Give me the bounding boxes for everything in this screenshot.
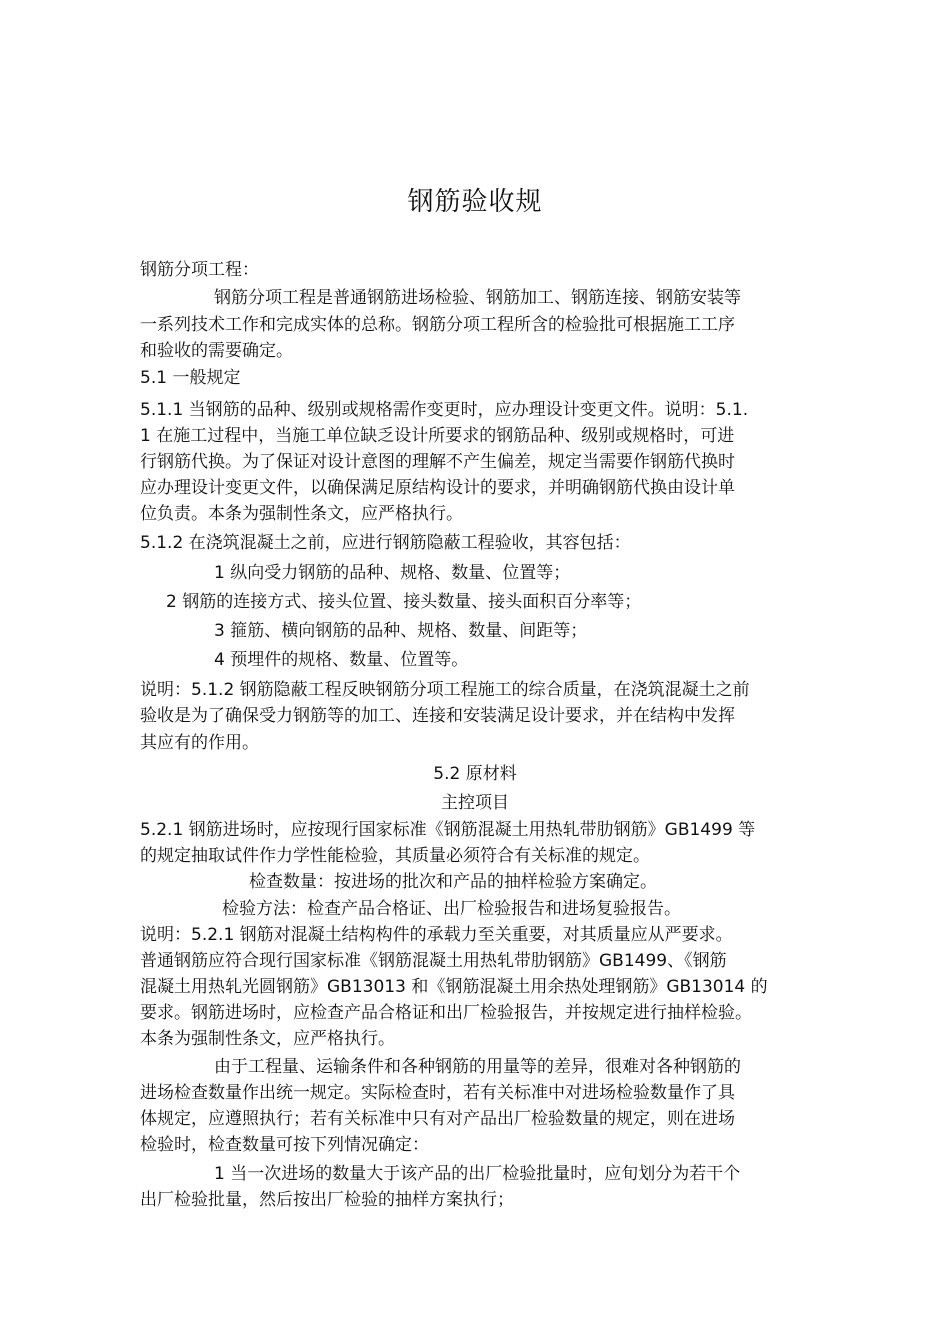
subsection-heading: 主控项目 — [441, 793, 509, 813]
section-heading: 5.2 原材料 — [433, 764, 517, 784]
list-item: 4 预埋件的规格、数量、位置等。 — [214, 650, 469, 670]
paragraph-line: 和验收的需要确定。 — [140, 341, 293, 361]
section-heading: 钢筋分项工程： — [140, 260, 259, 280]
note-line: 说明：5.1.2 钢筋隐蔽工程反映钢筋分项工程施工的综合质量，在浇筑混凝土之前 — [140, 680, 750, 700]
paragraph-line: 钢筋分项工程是普通钢筋进场检验、钢筋加工、钢筋连接、钢筋安装等 — [214, 288, 741, 308]
paragraph-line: 的规定抽取试件作力学性能检验，其质量必须符合有关标准的规定。 — [140, 846, 650, 866]
paragraph-line: 其应有的作用。 — [140, 733, 259, 753]
paragraph-line: 要求。钢筋进场时，应检查产品合格证和出厂检验报告，并按规定进行抽样检验。 — [140, 1003, 752, 1023]
document-title: 钢筋验收规 — [407, 187, 543, 217]
paragraph-line: 进场检查数量作出统一规定。实际检查时，若有关标准中对进场检验数量作了具 — [140, 1083, 735, 1103]
list-item: 1 当一次进场的数量大于该产品的出厂检验批量时，应旬划分为若干个 — [214, 1164, 741, 1184]
inspection-method: 检验方法：检查产品合格证、出厂检验报告和进场复验报告。 — [222, 899, 681, 919]
list-item: 1 纵向受力钢筋的品种、规格、数量、位置等； — [214, 563, 571, 583]
paragraph-line: 本条为强制性条文，应严格执行。 — [140, 1029, 395, 1049]
paragraph-line: 位负责。本条为强制性条文，应严格执行。 — [140, 504, 463, 524]
note-line: 说明：5.2.1 钢筋对混凝土结构构件的承载力至关重要，对其质量应从严要求。 — [140, 925, 733, 945]
paragraph-line: 行钢筋代换。为了保证对设计意图的理解不产生偏差，规定当需要作钢筋代换时 — [140, 452, 735, 472]
paragraph-line: 检验时，检查数量可按下列情况确定： — [140, 1135, 429, 1155]
clause-line: 5.1.1 当钢筋的品种、级别或规格需作变更时，应办理设计变更文件。说明：5.1. — [140, 400, 749, 420]
section-heading: 5.1 一般规定 — [140, 368, 241, 388]
paragraph-line: 由于工程量、运输条件和各种钢筋的用量等的差异，很难对各种钢筋的 — [214, 1057, 741, 1077]
paragraph-line: 验收是为了确保受力钢筋等的加工、连接和安装满足设计要求，并在结构中发挥 — [140, 706, 735, 726]
paragraph-line: 一系列技术工作和完成实体的总称。钢筋分项工程所含的检验批可根据施工工序 — [140, 315, 735, 335]
paragraph-line: 1 在施工过程中，当施工单位缺乏设计所要求的钢筋品种、级别或规格时，可进 — [140, 426, 735, 446]
clause-line: 5.1.2 在浇筑混凝土之前，应进行钢筋隐蔽工程验收，其容包括： — [140, 533, 631, 553]
paragraph-line: 出厂检验批量，然后按出厂检验的抽样方案执行； — [140, 1190, 514, 1210]
inspection-quantity: 检查数量：按进场的批次和产品的抽样检验方案确定。 — [249, 872, 657, 892]
list-item: 2 钢筋的连接方式、接头位置、接头数量、接头面积百分率等； — [166, 592, 642, 612]
paragraph-line: 应办理设计变更文件，以确保满足原结构设计的要求，并明确钢筋代换由设计单 — [140, 478, 735, 498]
paragraph-line: 混凝土用热轧光圆钢筋》GB13013 和《钢筋混凝土用余热处理钢筋》GB13014 的 — [140, 977, 768, 997]
paragraph-line: 普通钢筋应符合现行国家标准《钢筋混凝土用热轧带肋钢筋》GB1499、《钢筋 — [140, 951, 727, 971]
clause-line: 5.2.1 钢筋进场时，应按现行国家标准《钢筋混凝土用热轧带肋钢筋》GB1499 等 — [140, 820, 756, 840]
paragraph-line: 体规定，应遵照执行；若有关标准中只有对产品出厂检验数量的规定，则在进场 — [140, 1109, 735, 1129]
list-item: 3 箍筋、横向钢筋的品种、规格、数量、间距等； — [214, 621, 588, 641]
